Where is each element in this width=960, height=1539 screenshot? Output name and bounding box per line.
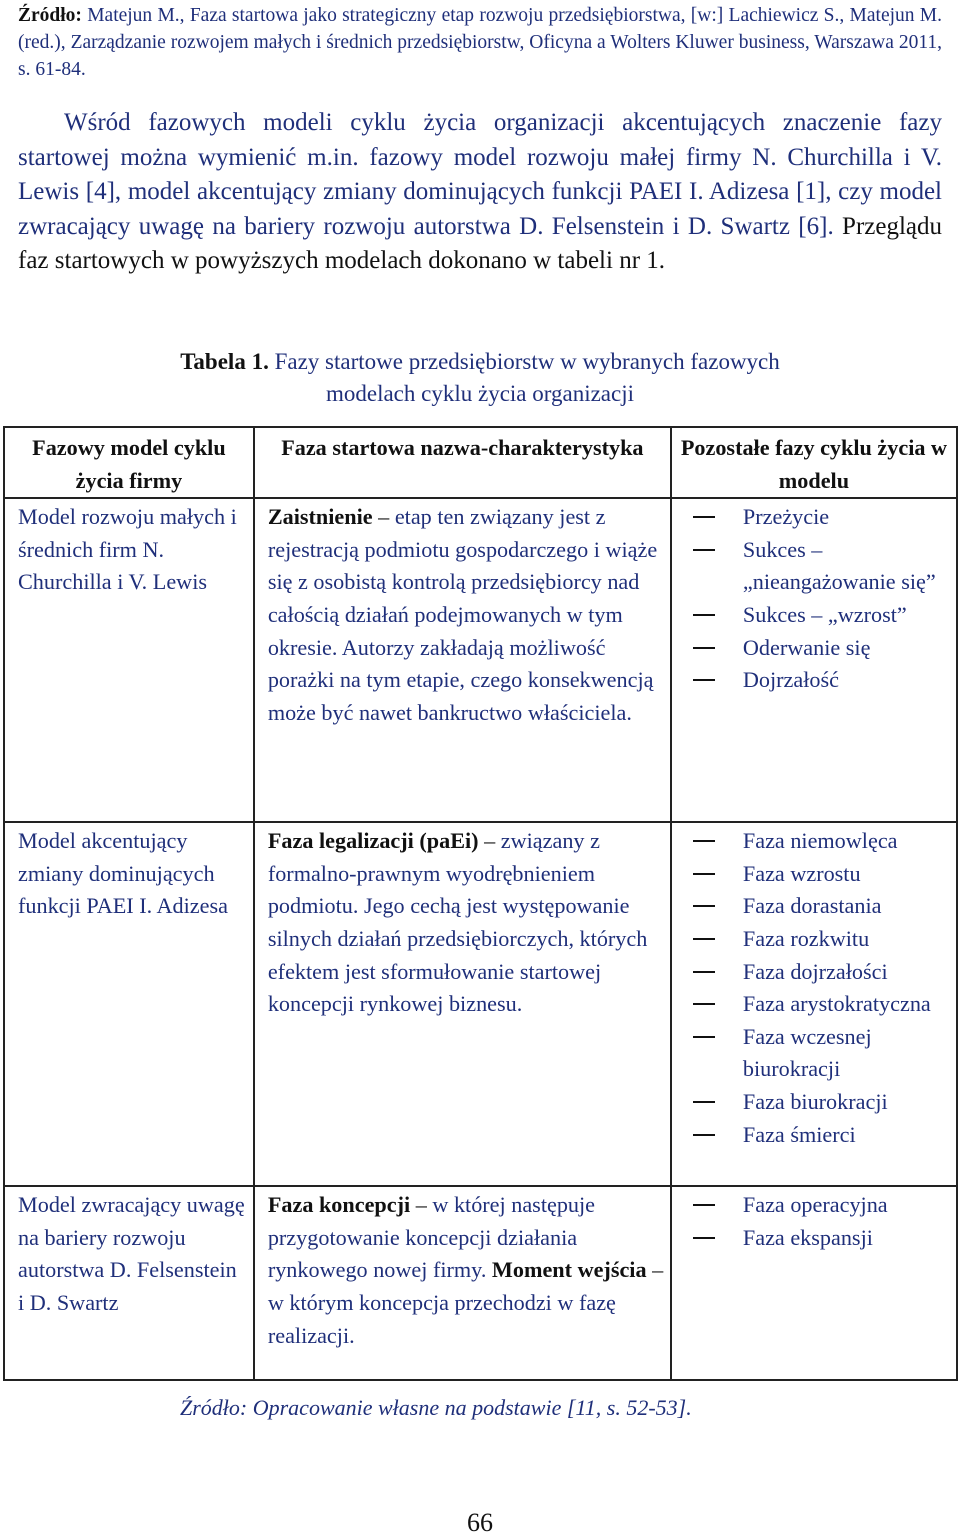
list-item bbox=[685, 501, 950, 534]
phase-label: Faza dorastania bbox=[742, 893, 882, 919]
dash-bullet bbox=[693, 1237, 715, 1239]
phase-description: w którym koncepcja przechodzi w fazę realizacji. bbox=[267, 1289, 616, 1348]
dash-bullet bbox=[693, 1101, 715, 1103]
dash-bullet bbox=[693, 905, 715, 907]
header-startup-phase: Faza startowa nazwa-charakterystyka bbox=[254, 427, 671, 498]
phases-list bbox=[685, 825, 950, 1151]
phase-label: Faza biurokracji bbox=[742, 1088, 888, 1114]
header-other-phases: Pozostałe fazy cyklu życia w modelu bbox=[671, 427, 957, 498]
list-item bbox=[685, 1086, 950, 1119]
startup-phase-cell bbox=[254, 498, 671, 822]
dash-bullet bbox=[693, 938, 715, 940]
list-item bbox=[685, 825, 950, 858]
paragraph-text: Wśród fazowych modeli cyklu życia organizacji akcentujących znaczenie fazy startowej można wymienić m.in. fazowy model rozwoju małej firmy N. Churchilla i V. Lewis [4], model akcentujący zmiany dominujących funkcji PAEI I. Adizesa [1], czy model zwracający uwagę na bariery rozwoju autorstwa D. Felsenstein i D. Swartz [6]. bbox=[18, 109, 942, 240]
source-text: Matejun M., Faza startowa jako strategiczny etap rozwoju przedsiębiorstwa, [w:] Lachiewicz S., Matejun M. (red.), Zarządzanie rozwojem małych i średnich przedsiębiorstw, Oficyna a Wolters Kluwer business, Warszawa 2011, s. 61-84. bbox=[18, 5, 942, 80]
source-label: Źródło: bbox=[18, 5, 82, 26]
caption-text: Fazy startowe przedsiębiorstw w wybranych fazowych modelach cyklu życia organizacji bbox=[274, 349, 780, 406]
phase-label: Faza śmierci bbox=[742, 1121, 856, 1147]
dash-separator: – bbox=[378, 504, 390, 530]
dash-separator: – bbox=[415, 1192, 427, 1218]
dash-bullet bbox=[693, 840, 715, 842]
list-item bbox=[685, 956, 950, 989]
list-item bbox=[685, 534, 950, 599]
phase-label: Przeżycie bbox=[742, 504, 830, 530]
phase-label: Faza niemowlęca bbox=[742, 828, 898, 854]
other-phases-cell bbox=[671, 498, 957, 822]
phase-label: Faza wczesnej biurokracji bbox=[742, 1023, 872, 1082]
dash-bullet bbox=[693, 549, 715, 551]
phase-name: Zaistnienie bbox=[267, 504, 373, 530]
phases-table bbox=[3, 426, 958, 1381]
list-item bbox=[685, 632, 950, 665]
phase-name: Faza legalizacji (paEi) bbox=[267, 828, 479, 854]
table-row bbox=[4, 1186, 957, 1380]
phase-label: Faza dojrzałości bbox=[742, 958, 888, 984]
phase-description: w której następuje przygotowanie koncepcji działania rynkowego nowej firmy. bbox=[267, 1192, 596, 1283]
model-cell: Model zwracający uwagę na bariery rozwoju autorstwa D. Felsenstein i D. Swartz bbox=[4, 1186, 254, 1380]
body-paragraph bbox=[18, 106, 942, 279]
list-item bbox=[685, 664, 950, 697]
list-item bbox=[685, 1222, 950, 1255]
other-phases-cell bbox=[671, 822, 957, 1186]
dash-bullet bbox=[693, 873, 715, 875]
list-item bbox=[685, 890, 950, 923]
other-phases-cell bbox=[671, 1186, 957, 1380]
paragraph-tail: Przeglądu faz startowych w powyższych modelach dokonano w tabeli nr 1. bbox=[18, 212, 943, 275]
list-item bbox=[685, 988, 950, 1021]
list-item bbox=[685, 1189, 950, 1222]
phase-label: Faza rozkwitu bbox=[742, 925, 870, 951]
list-item bbox=[685, 1119, 950, 1152]
phase-label: Faza wzrostu bbox=[742, 860, 861, 886]
dash-bullet bbox=[693, 1003, 715, 1005]
phase-label: Faza arystokratyczna bbox=[742, 991, 931, 1017]
phase-label: Oderwanie się bbox=[742, 634, 871, 660]
phases-list bbox=[685, 501, 950, 697]
table-row bbox=[4, 498, 957, 822]
phases-list bbox=[685, 1189, 950, 1254]
startup-phase-cell bbox=[254, 822, 671, 1186]
dash-bullet bbox=[693, 1204, 715, 1206]
dash-bullet bbox=[693, 516, 715, 518]
list-item bbox=[685, 858, 950, 891]
phase-description: etap ten związany jest z rejestracją podmiotu gospodarczego i wiąże się z osobistą kontrolą przedsiębiorcy nad całością działań podejmowanych w tym okresie. Autorzy zakładają możliwość porażki na tym etapie, czego konsekwencją może być nawet bankructwo właściciela. bbox=[267, 504, 658, 725]
table-caption bbox=[140, 346, 820, 410]
list-item bbox=[685, 1021, 950, 1086]
phase-description: związany z formalno-prawnym wyodrębnieniem podmiotu. Jego cechą jest występowanie silnych działań przedsiębiorczych, których efektem jest sformułowanie startowej koncepcji rynkowej biznesu. bbox=[267, 828, 648, 1017]
dash-bullet bbox=[693, 971, 715, 973]
dash-bullet bbox=[693, 647, 715, 649]
phase-label: Sukces – „nieangażowanie się” bbox=[742, 536, 936, 595]
caption-label: Tabela 1. bbox=[180, 349, 269, 374]
list-item bbox=[685, 599, 950, 632]
phase-name: Moment wejścia bbox=[491, 1257, 647, 1283]
phase-name: Faza koncepcji bbox=[267, 1192, 411, 1218]
page-number: 66 bbox=[467, 1508, 493, 1537]
dash-separator: – bbox=[484, 828, 496, 854]
dash-bullet bbox=[693, 614, 715, 616]
model-cell: Model rozwoju małych i średnich firm N. Churchilla i V. Lewis bbox=[4, 498, 254, 822]
table-header-row bbox=[4, 427, 957, 498]
source-citation bbox=[18, 2, 942, 83]
list-item bbox=[685, 923, 950, 956]
startup-phase-cell bbox=[254, 1186, 671, 1380]
dash-bullet bbox=[693, 679, 715, 681]
dash-separator: – bbox=[652, 1257, 664, 1283]
dash-bullet bbox=[693, 1134, 715, 1136]
model-cell: Model akcentujący zmiany dominujących funkcji PAEI I. Adizesa bbox=[4, 822, 254, 1186]
table-row bbox=[4, 822, 957, 1186]
header-model: Fazowy model cyklu życia firmy bbox=[4, 427, 254, 498]
phase-label: Faza operacyjna bbox=[742, 1192, 888, 1218]
table-source: Źródło: Opracowanie własne na podstawie [11, s. 52-53]. bbox=[180, 1395, 692, 1420]
dash-bullet bbox=[693, 1036, 715, 1038]
phase-label: Sukces – „wzrost” bbox=[742, 601, 907, 627]
phase-label: Dojrzałość bbox=[742, 667, 839, 693]
phase-label: Faza ekspansji bbox=[742, 1224, 873, 1250]
